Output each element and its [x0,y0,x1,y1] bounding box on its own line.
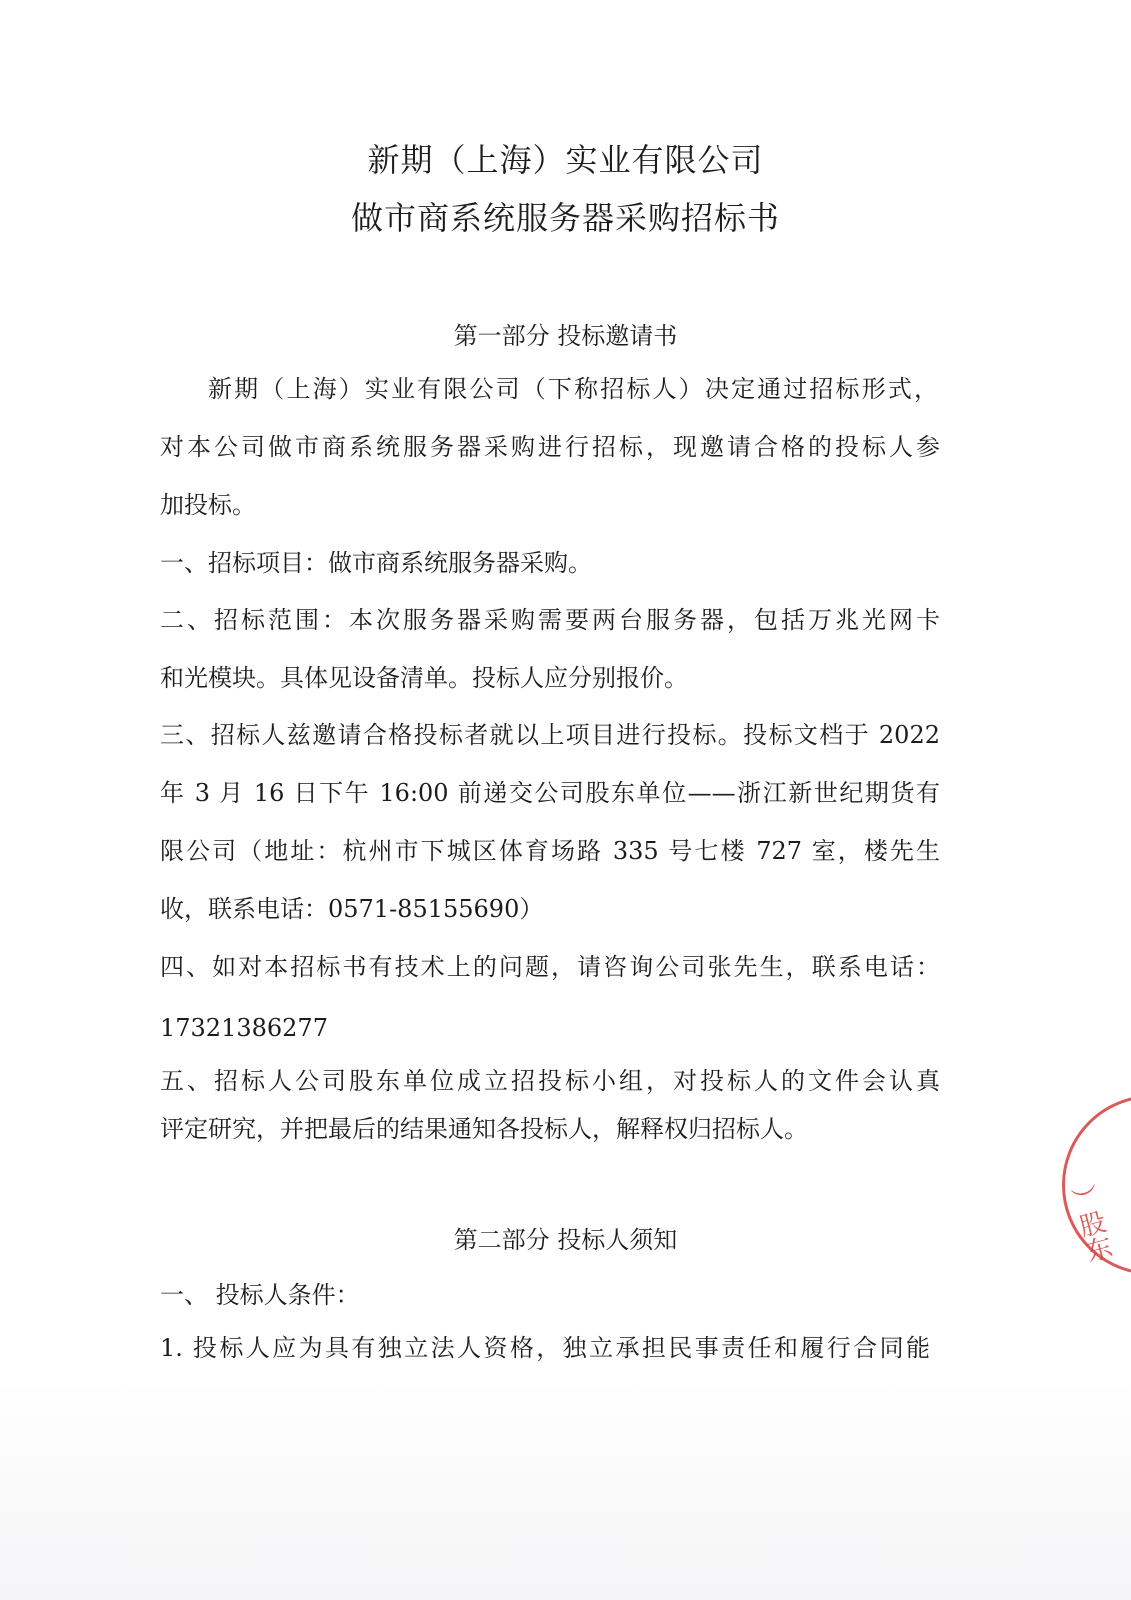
item-tender-scope: 二、招标范围：本次服务器采购需要两台服务器，包括万兆光网卡 [160,606,940,634]
bidder-conditions-heading: 一、 投标人条件： [160,1281,360,1309]
part1-heading: 第一部分 投标邀请书 [453,322,678,350]
company-seal-text: ）股东 [1065,1182,1115,1266]
bidder-condition-clause: 1. 投标人应为具有独立法人资格，独立承担民事责任和履行合同能 [160,1334,930,1362]
item-tender-scope: 和光模块。具体见设备清单。投标人应分别报价。 [160,664,688,692]
item-technical-contact: 四、如对本招标书有技术上的问题，请咨询公司张先生，联系电话： [160,953,940,981]
item-tender-project: 一、招标项目：做市商系统服务器采购。 [160,549,592,577]
item-evaluation: 评定研究，并把最后的结果通知各投标人，解释权归招标人。 [160,1115,808,1143]
item-technical-contact: 17321386277 [160,1014,328,1042]
part2-heading: 第二部分 投标人须知 [453,1226,678,1254]
item-evaluation: 五、招标人公司股东单位成立招投标小组，对投标人的文件会认真 [160,1067,940,1095]
document-title-subject: 做市商系统服务器采购招标书 [350,199,780,237]
intro-line: 新期（上海）实业有限公司（下称招标人）决定通过招标形式， [208,375,938,403]
document-title-company: 新期（上海）实业有限公司 [367,141,764,179]
scan-shading [0,1380,1131,1600]
item-submission: 三、招标人兹邀请合格投标者就以上项目进行投标。投标文档于 2022 [160,721,940,749]
item-submission: 限公司（地址：杭州市下城区体育场路 335 号七楼 727 室，楼先生 [160,837,940,865]
intro-line: 加投标。 [160,491,256,519]
intro-line: 对本公司做市商系统服务器采购进行招标，现邀请合格的投标人参 [160,433,940,461]
item-submission: 收，联系电话：0571-85155690） [160,895,544,923]
item-submission: 年 3 月 16 日下午 16:00 前递交公司股东单位——浙江新世纪期货有 [160,779,940,807]
